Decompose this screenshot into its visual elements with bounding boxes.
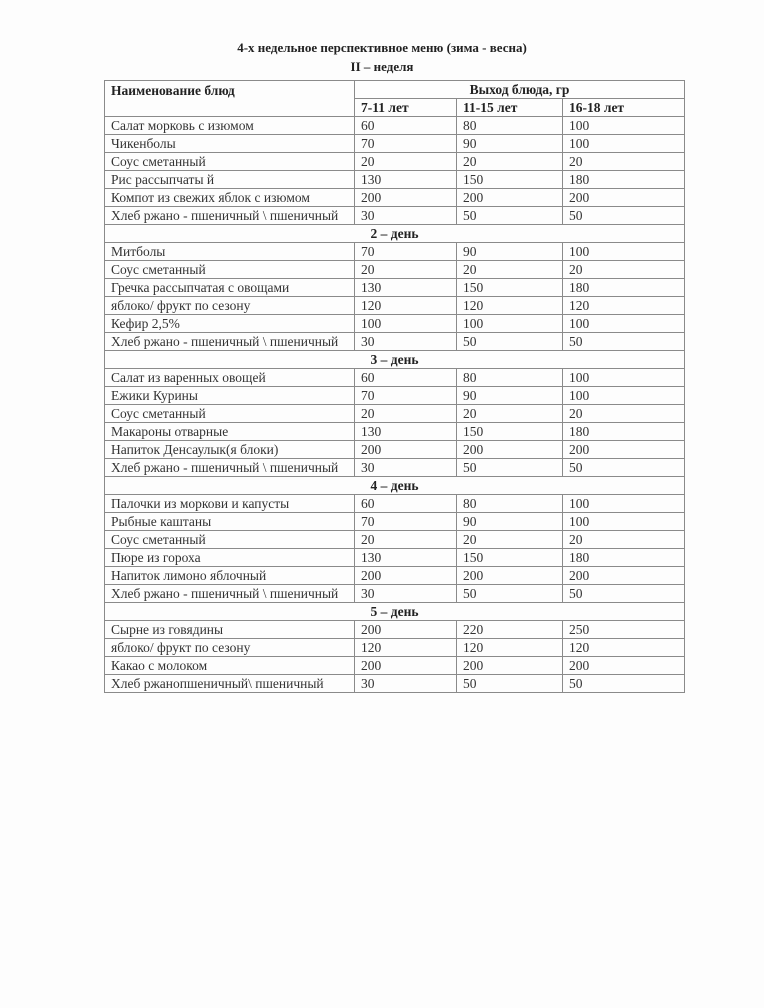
yield-11-15: 120 <box>457 297 563 315</box>
table-row <box>105 405 685 423</box>
yield-11-15: 50 <box>457 675 563 693</box>
yield-16-18: 100 <box>563 369 685 387</box>
dish-name: Хлеб ржанопшеничный\ пшеничный <box>105 675 355 693</box>
yield-7-11: 70 <box>355 135 457 153</box>
dish-name: Напиток лимоно яблочный <box>105 567 355 585</box>
dish-name: Сырне из говядины <box>105 621 355 639</box>
yield-11-15: 100 <box>457 315 563 333</box>
yield-16-18: 200 <box>563 657 685 675</box>
yield-16-18: 100 <box>563 495 685 513</box>
menu-table <box>104 80 685 693</box>
yield-16-18: 180 <box>563 171 685 189</box>
yield-11-15: 150 <box>457 549 563 567</box>
yield-16-18: 50 <box>563 585 685 603</box>
yield-11-15: 200 <box>457 189 563 207</box>
yield-16-18: 20 <box>563 153 685 171</box>
yield-16-18: 100 <box>563 315 685 333</box>
table-row <box>105 243 685 261</box>
dish-name: Салат из варенных овощей <box>105 369 355 387</box>
yield-7-11: 30 <box>355 207 457 225</box>
dish-name: Палочки из моркови и капусты <box>105 495 355 513</box>
yield-7-11: 30 <box>355 459 457 477</box>
yield-16-18: 180 <box>563 279 685 297</box>
table-row <box>105 117 685 135</box>
dish-name: Пюре из гороха <box>105 549 355 567</box>
yield-7-11: 30 <box>355 333 457 351</box>
table-row <box>105 675 685 693</box>
table-row <box>105 387 685 405</box>
yield-16-18: 180 <box>563 423 685 441</box>
yield-11-15: 20 <box>457 261 563 279</box>
day-header-row <box>105 225 685 243</box>
dish-name: Чикенболы <box>105 135 355 153</box>
dish-name: Соус сметанный <box>105 531 355 549</box>
table-row <box>105 333 685 351</box>
yield-7-11: 20 <box>355 531 457 549</box>
table-row <box>105 585 685 603</box>
table-row <box>105 171 685 189</box>
day-header-row <box>105 603 685 621</box>
table-row <box>105 153 685 171</box>
yield-11-15: 200 <box>457 567 563 585</box>
day-label: 4 – день <box>105 477 685 495</box>
yield-7-11: 30 <box>355 675 457 693</box>
table-row <box>105 207 685 225</box>
yield-7-11: 60 <box>355 117 457 135</box>
yield-16-18: 50 <box>563 675 685 693</box>
yield-11-15: 200 <box>457 657 563 675</box>
yield-7-11: 60 <box>355 369 457 387</box>
yield-16-18: 250 <box>563 621 685 639</box>
dish-name: Ежики Курины <box>105 387 355 405</box>
dish-name: Соус сметанный <box>105 261 355 279</box>
dish-name: Компот из свежих яблок с изюмом <box>105 189 355 207</box>
yield-7-11: 200 <box>355 441 457 459</box>
day-header-row <box>105 351 685 369</box>
yield-16-18: 50 <box>563 333 685 351</box>
yield-7-11: 130 <box>355 279 457 297</box>
yield-11-15: 50 <box>457 459 563 477</box>
week-subtitle: II – неделя <box>350 59 414 74</box>
table-row <box>105 441 685 459</box>
header-age-11-15: 11-15 лет <box>457 99 563 117</box>
table-row <box>105 279 685 297</box>
yield-7-11: 20 <box>355 261 457 279</box>
dish-name: Макароны отварные <box>105 423 355 441</box>
yield-11-15: 90 <box>457 387 563 405</box>
day-label: 5 – день <box>105 603 685 621</box>
yield-16-18: 200 <box>563 567 685 585</box>
document-title: 4-х недельное перспективное меню (зима - весна) <box>237 40 527 55</box>
header-row <box>105 81 685 99</box>
dish-name: Соус сметанный <box>105 153 355 171</box>
dish-name: Хлеб ржано - пшеничный \ пшеничный <box>105 207 355 225</box>
table-row <box>105 135 685 153</box>
yield-11-15: 90 <box>457 135 563 153</box>
day-header-row <box>105 477 685 495</box>
dish-name: Салат морковь с изюмом <box>105 117 355 135</box>
table-row <box>105 549 685 567</box>
yield-7-11: 120 <box>355 639 457 657</box>
yield-7-11: 20 <box>355 153 457 171</box>
yield-11-15: 90 <box>457 243 563 261</box>
yield-16-18: 20 <box>563 405 685 423</box>
yield-7-11: 200 <box>355 189 457 207</box>
yield-7-11: 20 <box>355 405 457 423</box>
table-row <box>105 495 685 513</box>
dish-name: Гречка рассыпчатая с овощами <box>105 279 355 297</box>
yield-16-18: 20 <box>563 531 685 549</box>
day-label: 2 – день <box>105 225 685 243</box>
table-row <box>105 513 685 531</box>
table-row <box>105 459 685 477</box>
dish-name: Рис рассыпчаты й <box>105 171 355 189</box>
yield-7-11: 120 <box>355 297 457 315</box>
table-row <box>105 567 685 585</box>
yield-11-15: 50 <box>457 585 563 603</box>
table-row <box>105 657 685 675</box>
yield-16-18: 200 <box>563 441 685 459</box>
day-label: 3 – день <box>105 351 685 369</box>
dish-name: Митболы <box>105 243 355 261</box>
yield-11-15: 200 <box>457 441 563 459</box>
table-row <box>105 297 685 315</box>
yield-16-18: 120 <box>563 639 685 657</box>
table-row <box>105 423 685 441</box>
table-row <box>105 531 685 549</box>
dish-name: Рыбные каштаны <box>105 513 355 531</box>
dish-name: Хлеб ржано - пшеничный \ пшеничный <box>105 333 355 351</box>
yield-16-18: 20 <box>563 261 685 279</box>
table-row <box>105 189 685 207</box>
yield-11-15: 90 <box>457 513 563 531</box>
yield-11-15: 80 <box>457 369 563 387</box>
yield-11-15: 50 <box>457 333 563 351</box>
yield-7-11: 130 <box>355 171 457 189</box>
yield-16-18: 120 <box>563 297 685 315</box>
yield-16-18: 200 <box>563 189 685 207</box>
table-row <box>105 315 685 333</box>
yield-11-15: 150 <box>457 279 563 297</box>
yield-11-15: 50 <box>457 207 563 225</box>
table-row <box>105 639 685 657</box>
yield-7-11: 200 <box>355 567 457 585</box>
dish-name: яблоко/ фрукт по сезону <box>105 639 355 657</box>
header-age-16-18: 16-18 лет <box>563 99 685 117</box>
yield-16-18: 100 <box>563 243 685 261</box>
yield-7-11: 70 <box>355 513 457 531</box>
yield-16-18: 180 <box>563 549 685 567</box>
yield-7-11: 130 <box>355 549 457 567</box>
header-dish-name: Наименование блюд <box>105 81 355 117</box>
dish-name: яблоко/ фрукт по сезону <box>105 297 355 315</box>
dish-name: Напиток Денсаулык(я блоки) <box>105 441 355 459</box>
yield-16-18: 100 <box>563 513 685 531</box>
yield-11-15: 150 <box>457 423 563 441</box>
yield-11-15: 220 <box>457 621 563 639</box>
dish-name: Хлеб ржано - пшеничный \ пшеничный <box>105 585 355 603</box>
yield-11-15: 120 <box>457 639 563 657</box>
header-yield: Выход блюда, гр <box>355 81 685 99</box>
dish-name: Кефир 2,5% <box>105 315 355 333</box>
yield-16-18: 50 <box>563 459 685 477</box>
yield-7-11: 30 <box>355 585 457 603</box>
yield-7-11: 100 <box>355 315 457 333</box>
dish-name: Соус сметанный <box>105 405 355 423</box>
yield-16-18: 100 <box>563 135 685 153</box>
menu-body <box>105 117 685 693</box>
yield-11-15: 20 <box>457 405 563 423</box>
yield-16-18: 100 <box>563 387 685 405</box>
dish-name: Хлеб ржано - пшеничный \ пшеничный <box>105 459 355 477</box>
yield-16-18: 50 <box>563 207 685 225</box>
table-row <box>105 621 685 639</box>
header-age-7-11: 7-11 лет <box>355 99 457 117</box>
yield-7-11: 60 <box>355 495 457 513</box>
yield-7-11: 200 <box>355 657 457 675</box>
yield-11-15: 20 <box>457 153 563 171</box>
dish-name: Какао с молоком <box>105 657 355 675</box>
yield-7-11: 200 <box>355 621 457 639</box>
yield-7-11: 70 <box>355 387 457 405</box>
yield-11-15: 150 <box>457 171 563 189</box>
yield-11-15: 20 <box>457 531 563 549</box>
table-row <box>105 369 685 387</box>
yield-16-18: 100 <box>563 117 685 135</box>
yield-7-11: 70 <box>355 243 457 261</box>
table-row <box>105 261 685 279</box>
yield-7-11: 130 <box>355 423 457 441</box>
yield-11-15: 80 <box>457 495 563 513</box>
yield-11-15: 80 <box>457 117 563 135</box>
